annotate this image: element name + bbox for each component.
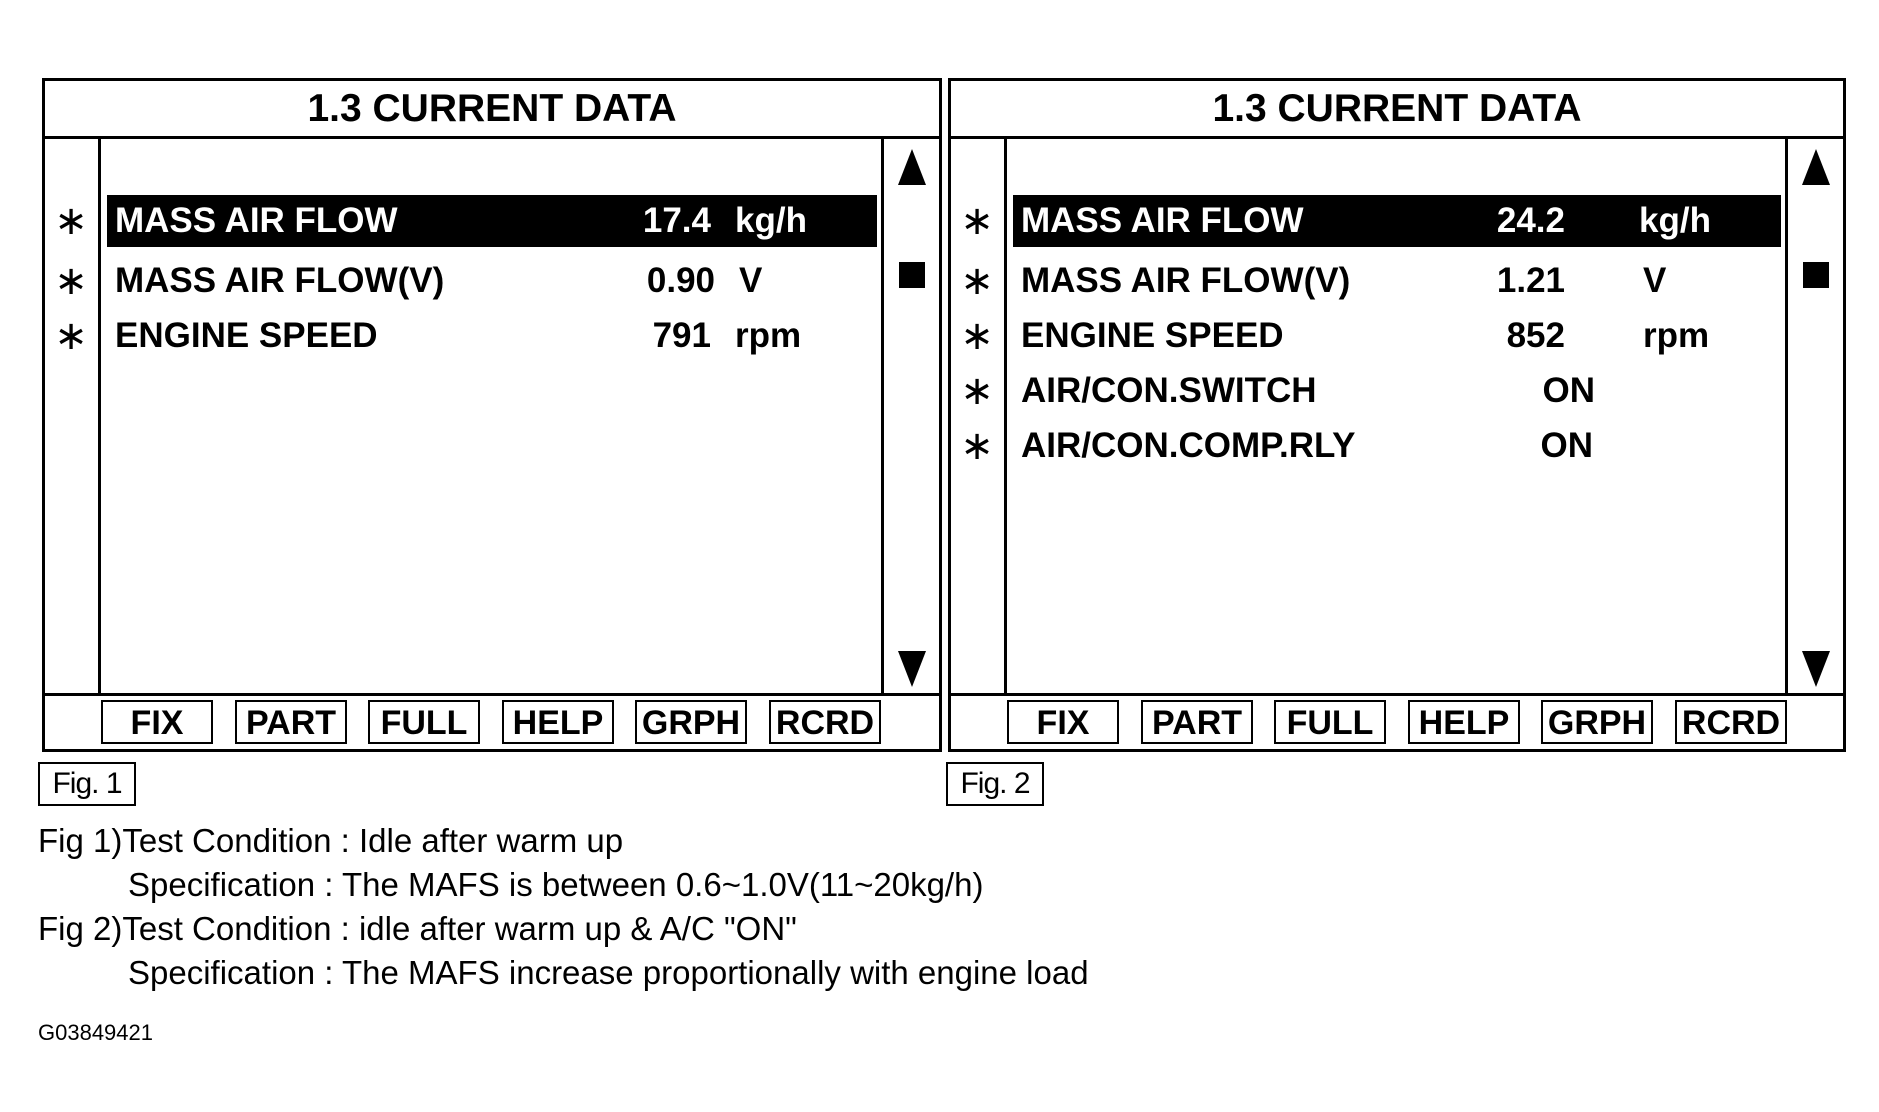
row-label: MASS AIR FLOW(V): [115, 261, 445, 300]
asterisk-icon: ∗: [960, 314, 994, 358]
row-unit: kg/h: [735, 201, 807, 240]
row-label: AIR/CON.SWITCH: [1021, 371, 1317, 410]
function-key-bar: [45, 693, 939, 749]
scrollbar[interactable]: [881, 139, 939, 693]
row-label: ENGINE SPEED: [115, 316, 378, 355]
scroll-thumb[interactable]: [899, 262, 925, 288]
full-button[interactable]: FULL: [1274, 700, 1386, 744]
row-value: ON: [1540, 426, 1593, 465]
row-unit: V: [739, 261, 763, 300]
scroll-down-arrow-icon[interactable]: [898, 651, 926, 687]
row-label: ENGINE SPEED: [1021, 316, 1284, 355]
row-value: 17.4: [642, 201, 711, 240]
asterisk-icon: ∗: [54, 314, 88, 358]
row-value: 24.2: [1496, 201, 1565, 240]
part-button[interactable]: PART: [235, 700, 347, 744]
function-key-bar: [951, 693, 1843, 749]
row-unit: rpm: [1643, 316, 1710, 355]
part-button[interactable]: PART: [1141, 700, 1253, 744]
fix-button[interactable]: FIX: [1007, 700, 1119, 744]
row-value: 791: [652, 316, 711, 355]
scrollbar[interactable]: [1785, 139, 1843, 693]
scroll-thumb[interactable]: [1803, 262, 1829, 288]
scroll-down-arrow-icon[interactable]: [1802, 651, 1830, 687]
row-value: ON: [1542, 371, 1595, 410]
row-unit: V: [1643, 261, 1667, 300]
fig2-test-condition: Fig 2)Test Condition : idle after warm up & A/C "ON": [38, 910, 797, 947]
data-row-engine-speed[interactable]: [54, 310, 881, 362]
help-button[interactable]: HELP: [502, 700, 614, 744]
data-row-engine-speed[interactable]: [960, 310, 1785, 362]
row-label: AIR/CON.COMP.RLY: [1021, 426, 1356, 465]
scroll-up-arrow-icon[interactable]: [898, 149, 926, 185]
data-row-air-con-switch[interactable]: [960, 365, 1785, 417]
data-list: [960, 139, 1785, 693]
scroll-up-arrow-icon[interactable]: [1802, 149, 1830, 185]
row-label: MASS AIR FLOW(V): [1021, 261, 1351, 300]
asterisk-icon: ∗: [960, 199, 994, 243]
fig-1-label: Fig. 1: [38, 762, 136, 806]
data-row-air-con-comp-rly[interactable]: [960, 420, 1785, 472]
fig1-test-condition: Fig 1)Test Condition : Idle after warm up: [38, 822, 624, 859]
current-data-panel-1: [42, 78, 942, 752]
panel-title: 1.3 CURRENT DATA: [45, 81, 939, 139]
full-button[interactable]: FULL: [368, 700, 480, 744]
fig-2-label: Fig. 2: [946, 762, 1044, 806]
panel-title: 1.3 CURRENT DATA: [951, 81, 1843, 139]
row-label: MASS AIR FLOW: [115, 201, 398, 240]
row-unit: rpm: [735, 316, 802, 355]
rcrd-button[interactable]: RCRD: [1675, 700, 1787, 744]
data-row-mass-air-flow-v[interactable]: [54, 255, 881, 307]
fig2-specification: Specification : The MAFS increase proportionally with engine load: [128, 954, 1089, 991]
grph-button[interactable]: GRPH: [635, 700, 747, 744]
figure-code: G03849421: [38, 1020, 153, 1045]
fix-button[interactable]: FIX: [101, 700, 213, 744]
row-value: 1.21: [1496, 261, 1565, 300]
asterisk-icon: ∗: [960, 259, 994, 303]
row-unit: kg/h: [1639, 201, 1711, 240]
row-label: MASS AIR FLOW: [1021, 201, 1304, 240]
data-row-mass-air-flow[interactable]: [54, 195, 877, 247]
asterisk-icon: ∗: [960, 424, 994, 468]
rcrd-button[interactable]: RCRD: [769, 700, 881, 744]
data-list: [54, 139, 881, 693]
fig1-specification: Specification : The MAFS is between 0.6~1.0V(11~20kg/h): [128, 866, 984, 903]
help-button[interactable]: HELP: [1408, 700, 1520, 744]
row-value: 0.90: [646, 261, 715, 300]
data-row-mass-air-flow-v[interactable]: [960, 255, 1785, 307]
grph-button[interactable]: GRPH: [1541, 700, 1653, 744]
asterisk-icon: ∗: [960, 369, 994, 413]
row-value: 852: [1506, 316, 1565, 355]
asterisk-icon: ∗: [54, 199, 88, 243]
asterisk-icon: ∗: [54, 259, 88, 303]
current-data-panel-2: [948, 78, 1846, 752]
data-row-mass-air-flow[interactable]: [960, 195, 1781, 247]
